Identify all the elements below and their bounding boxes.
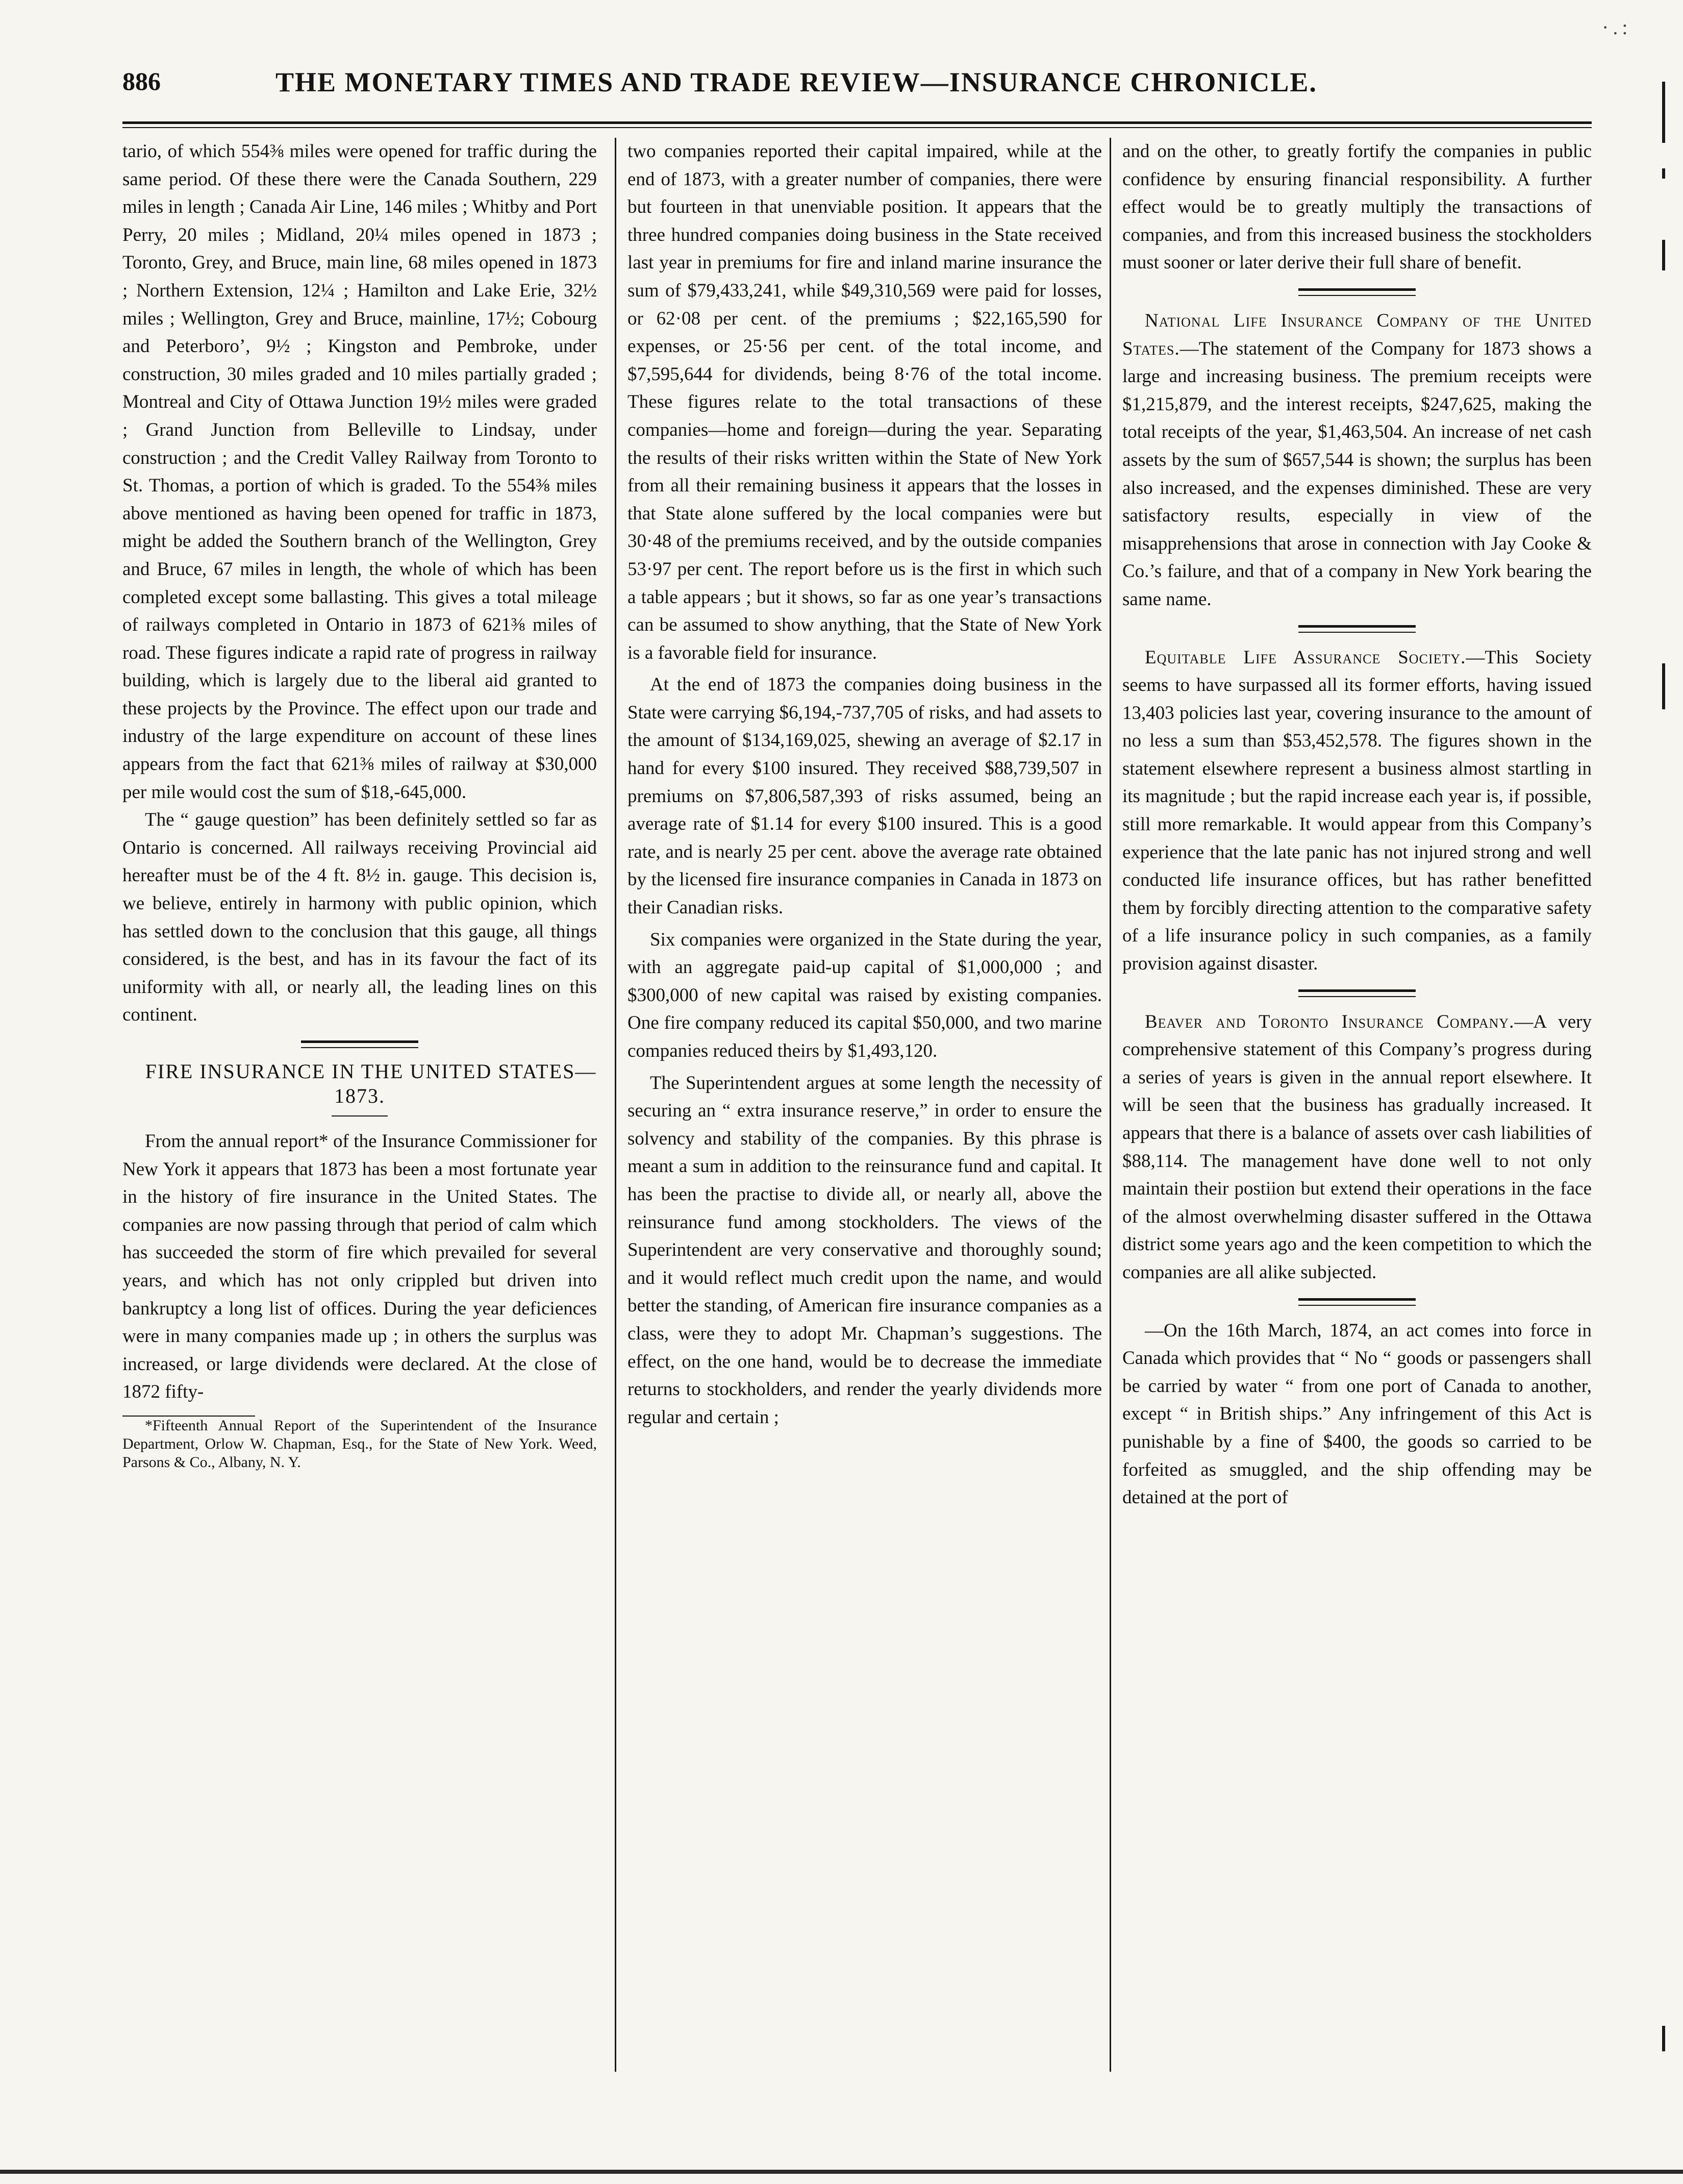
edge-mark [1662,663,1665,709]
col3-paragraph-beaver-toronto [1122,1008,1592,1287]
section-rule [1298,288,1416,296]
section-rule [1298,625,1416,633]
section-subrule [332,1115,388,1116]
header-rule [122,121,1592,128]
column-1 [122,138,597,1472]
column-divider-2 [1110,138,1111,2072]
national-life-heading: National Life Insurance Company of the United States. [1122,310,1592,359]
section-rule [1298,989,1416,997]
col3-paragraph-shipping-act: —On the 16th March, 1874, an act comes into force in Canada which provides that “ No “ goods or passengers shall be carried by water “ from one port of Canada to another, except “ in British ships.” Any infringement of this Act is punishable by a fine of $400, the goods so carried to be forfeited as smuggled, and the ship offending may be detained at the port of [1122,1320,1592,1508]
equitable-body: —This Society seems to have surpassed all its former efforts, having issued 13,403 policies last year, covering insurance to the amount of no less a sum than $53,452,578. The figures shown in the statement elsewhere represent a business almost startling in its magnitude ; but the rapid increase each year is, if possible, still more remarkable. It would appear from this Company’s experience that the late panic has not injured strong and well conducted life insurance offices, but has rather benefitted them by forcibly directing attention to the comparative safety of a life insurance policy in such companies, as a family provision against disaster. [1122,647,1592,975]
col2-paragraph-new-companies: Six companies were organized in the State during the year, with an aggregate paid-up capital of $1,000,000 ; and $300,000 of new capital was raised by existing companies. One fire company reduced its capital $50,000, and two marine companies reduced theirs by $1,493,120. [627,929,1102,1061]
col2-paragraph-capital: two companies reported their capital impaired, while at the end of 1873, with a greater number of companies, there were but fourteen in that unenviable position. It appears that the three hundred companies doing business in the State received last year in premiums for fire and inland marine insurance the sum of $79,433,241, while $49,310,569 were paid for losses, or 62·08 per cent. of the premiums ; $22,165,590 for expenses, or 25·56 per cent. of the total income, and $7,595,644 for dividends, being 8·76 of the total income. These figures relate to the total transactions of these companies—home and foreign—during the year. Separating the results of their risks written within the State of New York from all their remaining business it appears that the losses in that State alone suffered by the local companies were but 30·48 of the premiums received, and by the outside companies 53·97 per cent. The report before us is the first in which such a table appears ; but it shows, so far as one year’s transactions can be assumed to show anything, that the State of New York is a favorable field for insurance. [627,141,1102,663]
col2-paragraph-risks: At the end of 1873 the companies doing business in the State were carrying $6,194,-737,705 of risks, and had assets to the amount of $134,169,025, shewing an average of $2.17 in hand for every $100 insured. They received $88,739,507 in premiums on $7,806,587,393 of risks assumed, being an average rate of $1.14 for every $100 insured. This is a good rate, and is nearly 25 per cent. above the average rate obtained by the licensed fire insurance companies in Canada in 1873 on their Canadian risks. [627,674,1102,919]
running-title: THE MONETARY TIMES AND TRADE REVIEW—INSURANCE CHRONICLE. [275,67,1317,97]
section-title-fire-insurance: FIRE INSURANCE IN THE UNITED STATES—1873. [145,1060,597,1107]
edge-mark [1662,168,1665,179]
column-2 [627,138,1102,1431]
col2-paragraph-superintendent: The Superintendent argues at some length the necessity of securing an “ extra insurance reserve,” in order to ensure the solvency and stability of the companies. By this phrase is meant a sum in addition to the reinsurance fund and capital. It has been the practise to divide all, or nearly all, above the reinsurance fund among stockholders. The views of the Superintendent are very conservative and thoroughly sound; and it would reflect much credit upon the name, and would better the standing, of American fire insurance companies as a class, were they to adopt Mr. Chapman’s suggestions. The effect, on the one hand, would be to decrease the immediate returns to stockholders, and render the yearly dividends more regular and certain ; [627,1072,1102,1428]
edge-mark [1662,82,1665,143]
page-header [122,66,1632,112]
corner-scan-mark: ·.: [1602,16,1632,39]
edge-mark [1662,2026,1665,2051]
col1-paragraph-annual-report: From the annual report* of the Insurance Commissioner for New York it appears that 1873 has been a most fortunate year in the history of fire insurance in the United States. The companies are now passing through that period of calm which has succeeded the storm of fire which prevailed for several years, and which has not only crippled but driven into bankruptcy a long list of offices. During the year deficiences were in many companies made up ; in others the surplus was increased, or large dividends were declared. At the close of 1872 fifty- [122,1131,597,1403]
col1-paragraph-railways: tario, of which 554⅜ miles were opened for traffic during the same period. Of these there were the Canada Southern, 229 miles in length ; Canada Air Line, 146 miles ; Whitby and Port Perry, 20 miles ; Midland, 20¼ miles opened in 1873 ; Toronto, Grey, and Bruce, main line, 68 miles opened in 1873 ; Northern Extension, 12¼ ; Hamilton and Lake Erie, 32½ miles ; Wellington, Grey and Bruce, mainline, 17½; Cobourg and Peterboro’, 9½ ; Kingston and Pembroke, under construction, 30 miles graded and 10 miles partially graded ; Montreal and City of Ottawa Junction 19½ miles were graded ; Grand Junction from Belleville to Lindsay, under construction ; and the Credit Valley Railway from Toronto to St. Thomas, a portion of which is graded. To the 554⅜ miles above mentioned as having been opened for traffic in 1873, might be added the Southern branch of the Wellington, Grey and Bruce, 67 miles in length, the whole of which has been completed except some ballasting. This gives a total mileage of railways completed in Ontario in 1873 of 621⅜ miles of road. These figures indicate a rapid rate of progress in railway building, which is largely due to the liberal aid granted to these projects by the Province. The effect upon our trade and industry of the large expenditure on account of these lines appears from the fact that 621⅜ miles of railway at $30,000 per mile would cost the sum of $18,-645,000. [122,141,597,803]
col3-paragraph-equitable [1122,644,1592,978]
col3-paragraph-national-life [1122,307,1592,614]
column-divider-1 [615,138,616,2072]
col1-paragraph-gauge: The “ gauge question” has been definitely settled so far as Ontario is concerned. All railways receiving Provincial aid hereafter must be of the 4 ft. 8½ in. gauge. This decision is, we believe, entirely in harmony with public opinion, which has settled down to the conclusion that this gauge, all things considered, is the best, and has in its favour the fact of its uniformity with all, or nearly all, the leading lines on this continent. [122,809,597,1026]
edge-mark [1662,240,1665,270]
page-number: 886 [122,67,161,95]
national-life-body: —The statement of the Company for 1873 shows a large and increasing business. The premium receipts were $1,215,879, and the interest receipts, $247,625, making the total receipts of the year, $1,463,504. An increase of net cash assets by the sum of $657,544 is shown; the surplus has been also increased, and the expenses diminished. These are very satisfactory results, especially in view of the misapprehensions that arose in connection with Jay Cooke & Co.’s failure, and that of a company in New York bearing the same name. [1122,338,1592,610]
bottom-edge [0,2170,1683,2174]
beaver-toronto-heading: Beaver and Toronto Insurance Company. [1145,1011,1515,1032]
footnote-text: *Fifteenth Annual Report of the Superintendent of the Insurance Department, Orlow W. Chapman, Esq., for the State of New York. Weed, Parsons & Co., Albany, N. Y. [122,1417,597,1471]
section-rule [301,1040,418,1048]
equitable-heading: Equitable Life Assurance Society. [1145,647,1466,668]
beaver-toronto-body: —A very comprehensive statement of this Company’s progress during a series of years is given in the annual report elsewhere. It will be seen that the business has gradually increased. It appears that there is a balance of assets over cash liabilities of $88,114. The management have done well to not only maintain their postiion but extend their operations in the face of the almost overwhelming disaster suffered in the Ottawa district some years ago and the keen competition to which the companies are all alike subjected. [1122,1011,1592,1283]
col3-paragraph-continuation: and on the other, to greatly fortify the companies in public confidence by ensuring financial responsibility. A further effect would be to greatly multiply the transactions of companies, and from this increased business the stockholders must sooner or later derive their full share of benefit. [1122,141,1592,274]
section-rule [1298,1298,1416,1306]
column-3 [1122,138,1592,1512]
